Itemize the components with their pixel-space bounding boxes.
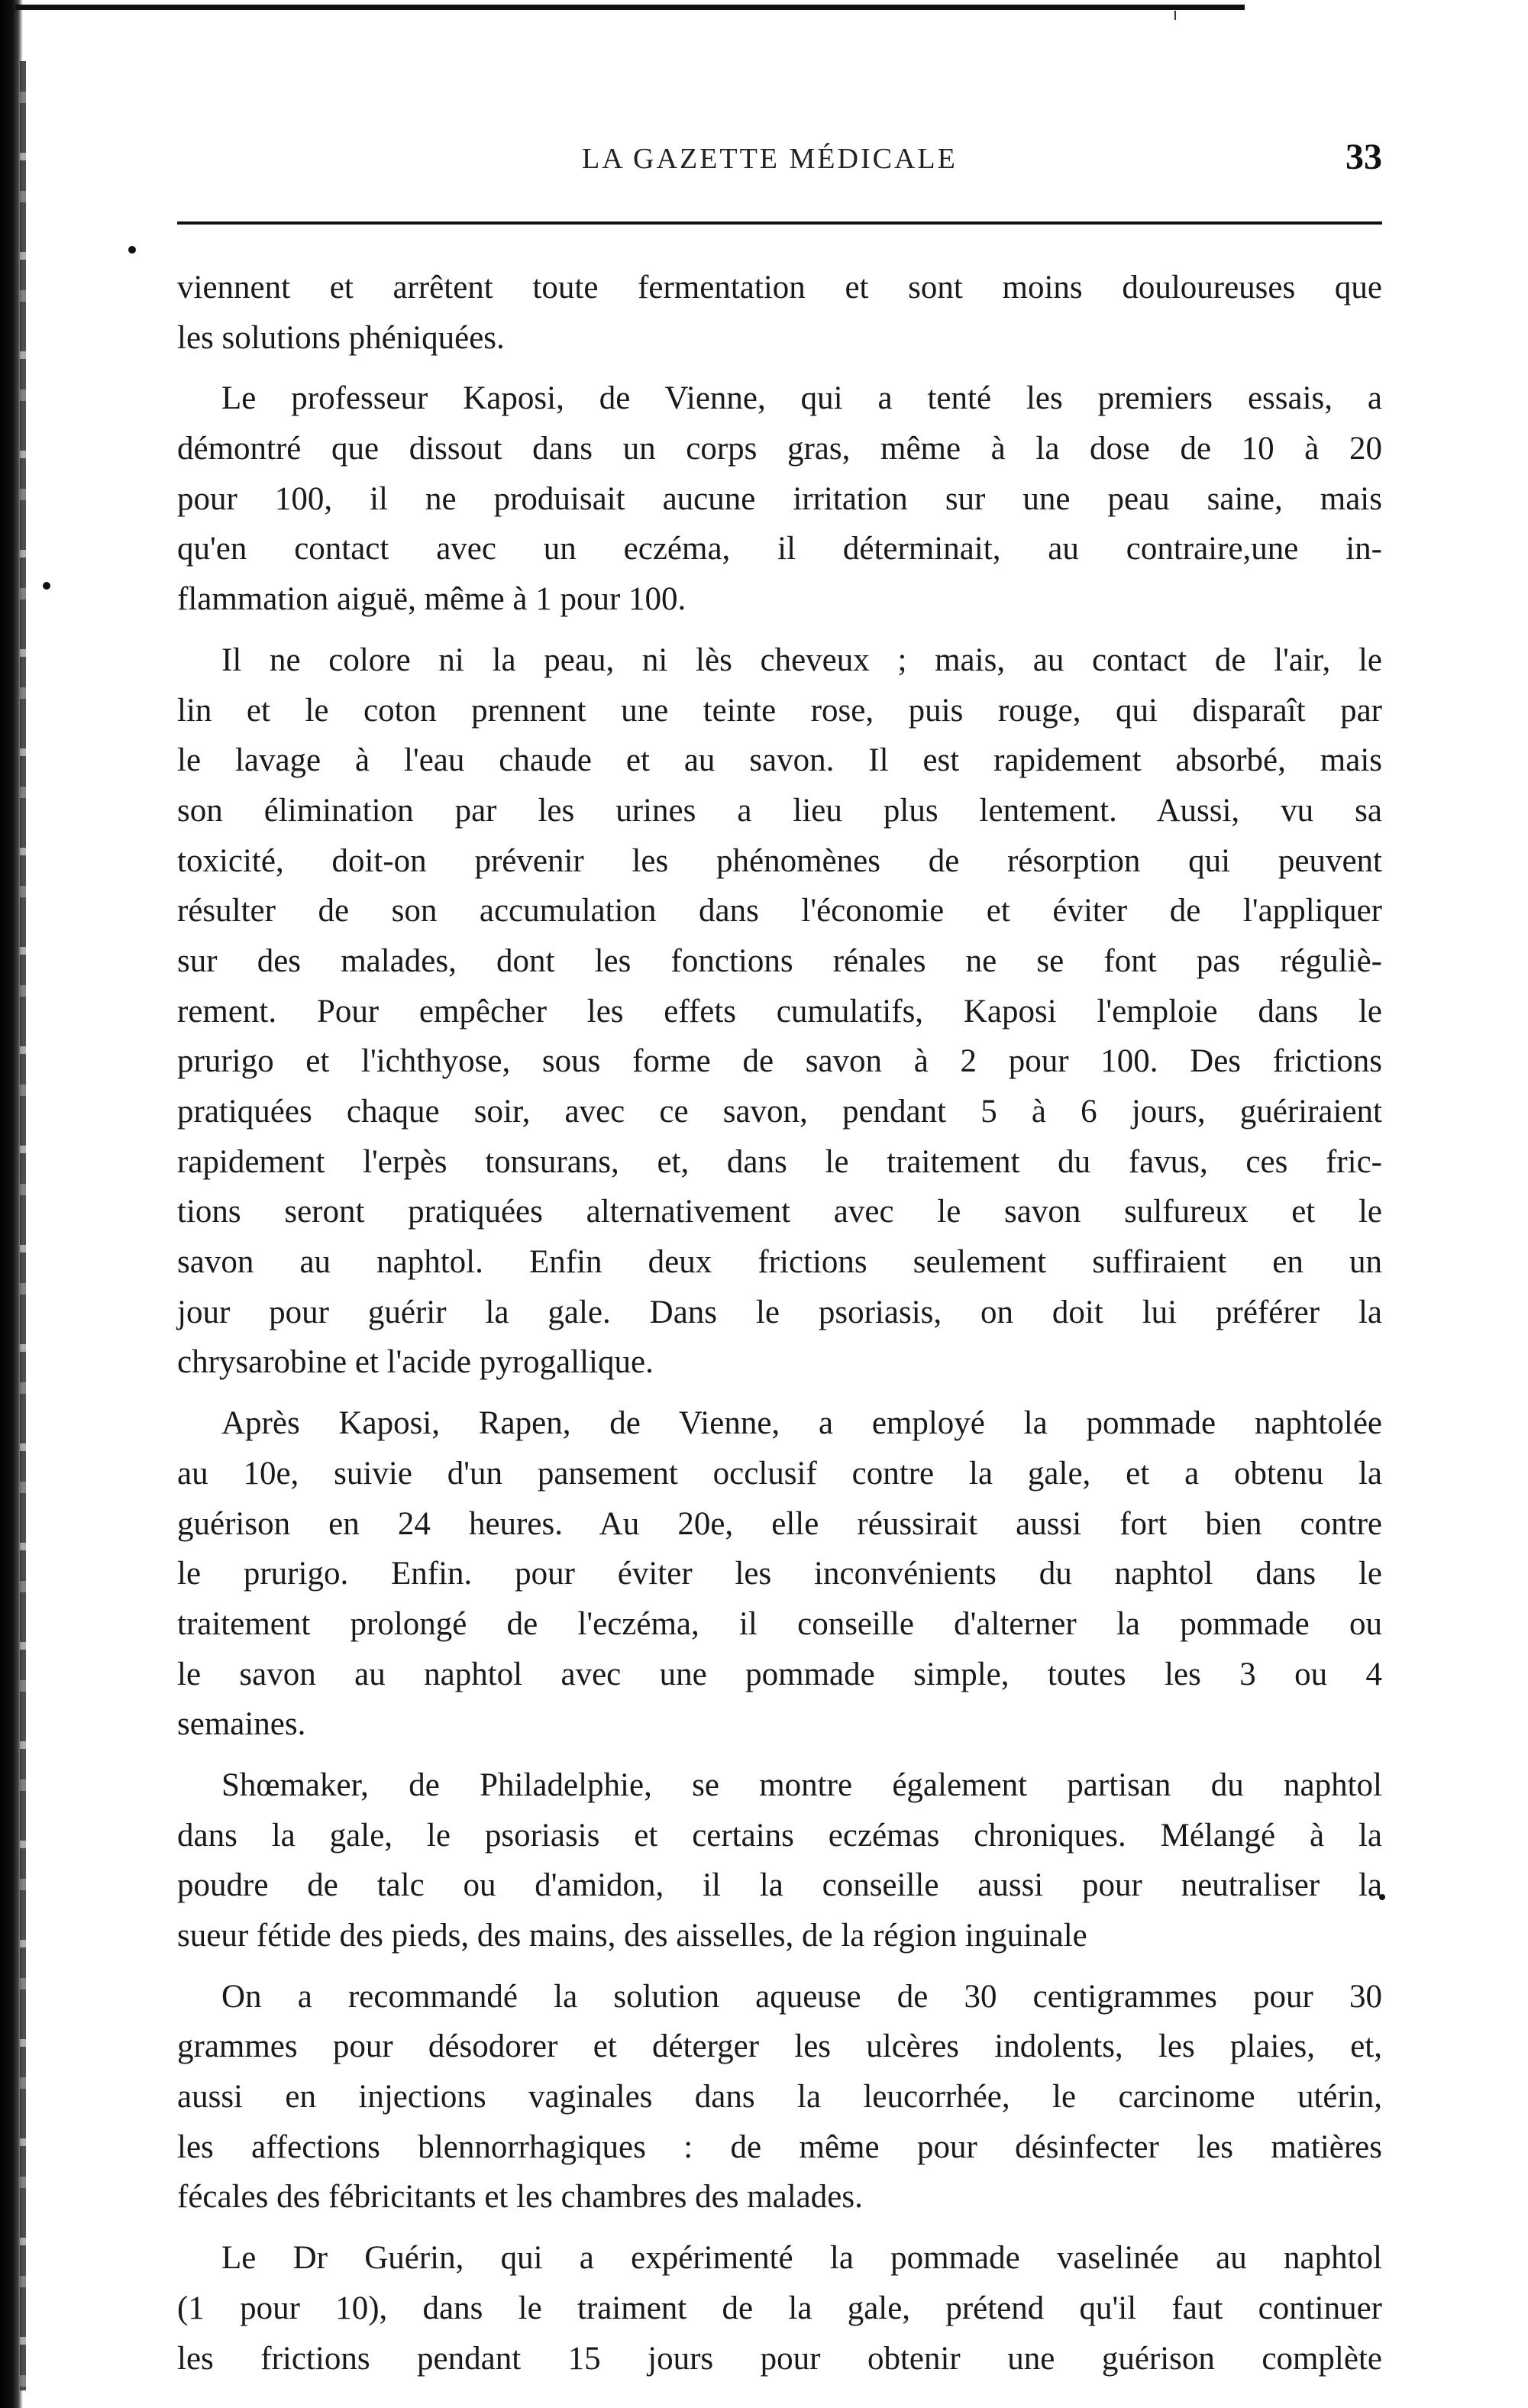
paragraph-gap	[177, 1961, 1382, 1972]
body-text	[177, 263, 1382, 2384]
paragraph	[177, 1972, 1382, 2222]
text-line: les affections blennorrhagiques : de même pour désinfecter les matières	[177, 2128, 1382, 2165]
text-line: Le Dr Guérin, qui a expérimenté la pommade vaselinée au naphtol	[221, 2240, 1382, 2277]
text-line: démontré que dissout dans un corps gras, même à la dose de 10 à 20	[177, 431, 1382, 467]
text-line: flammation aiguë, même à 1 pour 100.	[177, 581, 686, 618]
text-line: le prurigo. Enfin. pour éviter les inconvénients du naphtol dans le	[177, 1556, 1382, 1592]
text-line: au 10e, suivie d'un pansement occlusif contre la gale, et a obtenu la	[177, 1455, 1382, 1492]
paragraph-gap	[177, 2222, 1382, 2233]
text-line: guérison en 24 heures. Au 20e, elle réussirait aussi fort bien contre	[177, 1505, 1382, 1542]
scan-mark	[1174, 11, 1176, 20]
paragraph-gap	[177, 363, 1382, 373]
text-line: qu'en contact avec un eczéma, il déterminait, au contraire,une in-	[177, 531, 1382, 567]
paragraph	[177, 2233, 1382, 2384]
running-title: LA GAZETTE MÉDICALE	[582, 143, 958, 175]
text-line: les solutions phéniquées.	[177, 319, 505, 356]
text-line: fécales des fébricitants et les chambres des malades.	[177, 2179, 863, 2216]
text-line: le lavage à l'eau chaude et au savon. Il est rapidement absorbé, mais	[177, 742, 1382, 779]
paragraph	[177, 263, 1382, 363]
text-line: poudre de talc ou d'amidon, il la conseille aussi pour neutraliser la	[177, 1867, 1382, 1904]
paragraph	[177, 373, 1382, 624]
text-line: (1 pour 10), dans le traiment de la gale, prétend qu'il faut continuer	[177, 2290, 1382, 2326]
text-line: pour 100, il ne produisait aucune irritation sur une peau saine, mais	[177, 480, 1382, 517]
text-line: lin et le coton prennent une teinte rose, puis rouge, qui disparaît par	[177, 692, 1382, 729]
paragraph	[177, 1760, 1382, 1961]
text-line: son élimination par les urines a lieu plus lentement. Aussi, vu sa	[177, 792, 1382, 829]
text-line: traitement prolongé de l'eczéma, il conseille d'alterner la pommade ou	[177, 1605, 1382, 1642]
paragraph-gap	[177, 625, 1382, 635]
text-line: aussi en injections vaginales dans la leucorrhée, le carcinome utérin,	[177, 2079, 1382, 2115]
text-line: savon au naphtol. Enfin deux frictions seulement suffiraient en un	[177, 1244, 1382, 1281]
paragraph	[177, 635, 1382, 1388]
paragraph-gap	[177, 1750, 1382, 1760]
text-line: le savon au naphtol avec une pommade simple, toutes les 3 ou 4	[177, 1656, 1382, 1692]
text-line: sur des malades, dont les fonctions rénales ne se font pas réguliè-	[177, 942, 1382, 979]
text-line: toxicité, doit-on prévenir les phénomènes de résorption qui peuvent	[177, 842, 1382, 879]
text-line: tions seront pratiquées alternativement avec le savon sulfureux et le	[177, 1194, 1382, 1230]
text-line: dans la gale, le psoriasis et certains eczémas chroniques. Mélangé à la	[177, 1817, 1382, 1854]
text-line: prurigo et l'ichthyose, sous forme de savon à 2 pour 100. Des frictions	[177, 1043, 1382, 1080]
page-number: 33	[1345, 137, 1382, 177]
margin-speck	[43, 582, 50, 590]
text-line: pratiquées chaque soir, avec ce savon, pendant 5 à 6 jours, guériraient	[177, 1094, 1382, 1130]
text-line: rapidement l'erpès tonsurans, et, dans le traitement du favus, ces fric-	[177, 1143, 1382, 1180]
text-line: viennent et arrêtent toute fermentation et sont moins douloureuses que	[177, 270, 1382, 305]
paragraph-gap	[177, 1388, 1382, 1398]
page-header	[176, 137, 1382, 188]
text-line: Le professeur Kaposi, de Vienne, qui a tenté les premiers essais, a	[221, 380, 1382, 417]
text-line: semaines.	[177, 1706, 306, 1743]
text-line: Shœmaker, de Philadelphie, se montre également partisan du naphtol	[221, 1766, 1382, 1803]
scan-top-edge	[15, 5, 1245, 10]
text-line: Il ne colore ni la peau, ni lès cheveux ; mais, au contact de l'air, le	[221, 642, 1382, 678]
text-line: chrysarobine et l'acide pyrogallique.	[177, 1344, 654, 1381]
text-line: résulter de son accumulation dans l'économie et éviter de l'appliquer	[177, 893, 1382, 929]
text-line: grammes pour désodorer et déterger les ulcères indolents, les plaies, et,	[177, 2028, 1382, 2065]
text-line: les frictions pendant 15 jours pour obtenir une guérison complète	[177, 2340, 1382, 2377]
text-line: On a recommandé la solution aqueuse de 30 centigrammes pour 30	[221, 1978, 1382, 2015]
header-rule	[177, 221, 1382, 225]
scan-left-shadow	[20, 61, 26, 2390]
text-line: jour pour guérir la gale. Dans le psoriasis, on doit lui préférer la	[177, 1294, 1382, 1330]
text-line: sueur fétide des pieds, des mains, des aisselles, de la région inguinale	[177, 1918, 1087, 1954]
text-line: Après Kaposi, Rapen, de Vienne, a employé la pommade naphtolée	[221, 1405, 1382, 1442]
paragraph	[177, 1398, 1382, 1750]
text-line: rement. Pour empêcher les effets cumulatifs, Kaposi l'emploie dans le	[177, 993, 1382, 1029]
margin-speck	[128, 246, 136, 254]
